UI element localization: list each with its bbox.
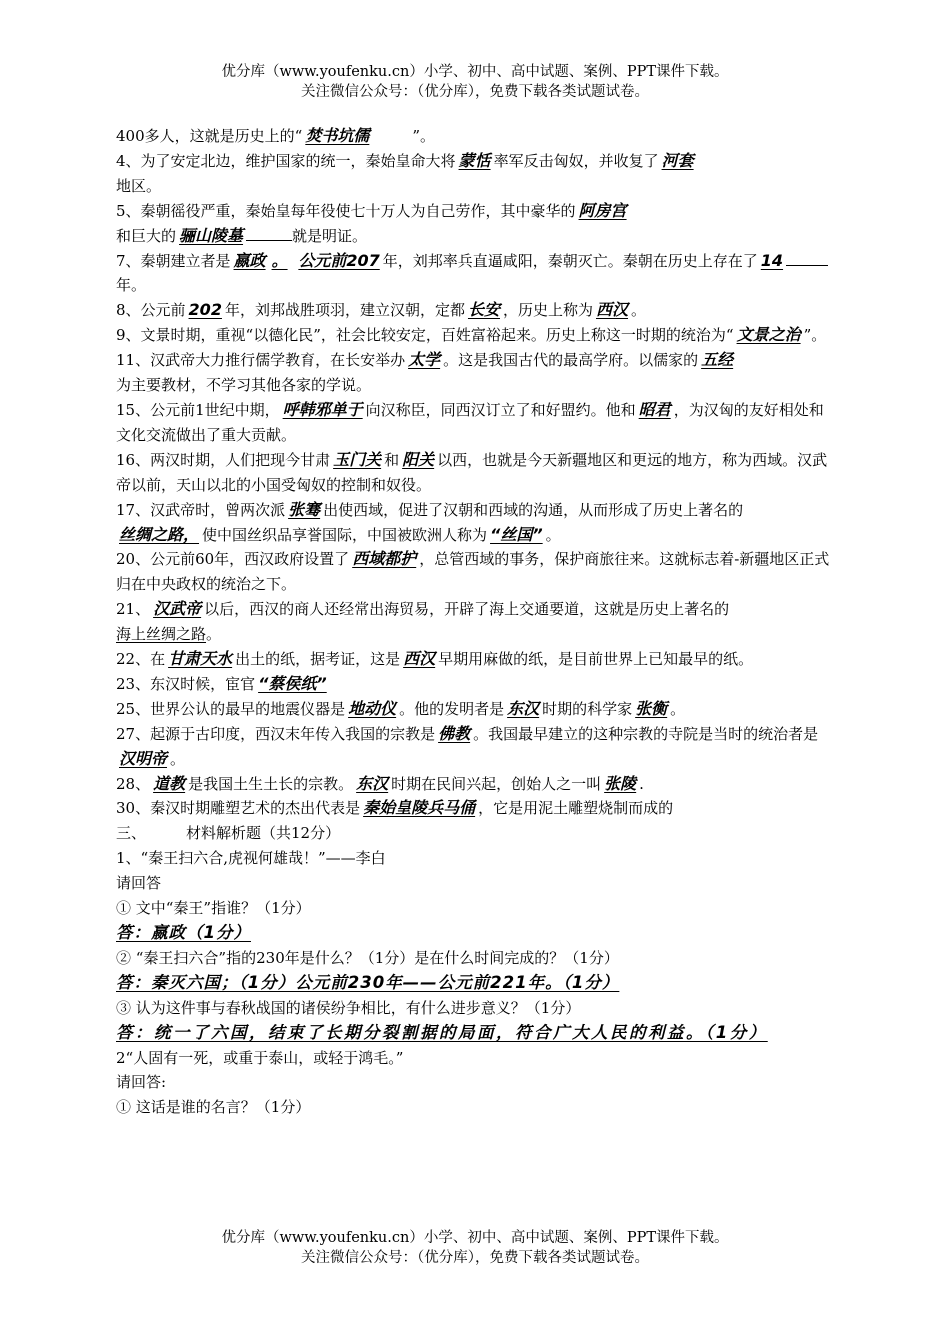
question-burn-books: 400多人，这就是历史上的“ 焚书坑儒 ”。	[116, 126, 435, 145]
answer: 阳关	[402, 449, 435, 469]
answer: 太学	[408, 350, 441, 370]
answer: 张衡	[635, 698, 668, 718]
header-line-2: 关注微信公众号：（优分库），免费下载各类试题试卷。	[301, 84, 649, 100]
answer: 西汉	[403, 649, 436, 669]
footer-line-1: 优分库（www.youfenku.cn）小学、初中、高中试题、案例、PPT课件下载。	[221, 1230, 729, 1246]
exam-content	[116, 124, 832, 1120]
page-footer	[0, 1228, 950, 1268]
answer: 西汉	[596, 300, 629, 320]
material-1-prompt: 请回答	[116, 874, 162, 893]
question-22: 22、在 甘肃天水 出土的纸，据考证，这是 西汉 早期用麻做的纸，是目前世界上已知最早的纸。	[116, 649, 754, 669]
question-30: 30、秦汉时期雕塑艺术的杰出代表是 秦始皇陵兵马俑 ，它是用泥土雕塑烧制而成的	[116, 798, 674, 818]
material-2-prompt: 请回答:	[116, 1073, 167, 1092]
question-7: 7、秦朝建立者是 嬴政 。 公元前207 年，刘邦率兵直逼咸阳，秦朝灭亡。秦朝在历史上存在了 14年。	[116, 249, 832, 299]
material-1-quote: 1、“秦王扫六合,虎视何雄哉！”——李白	[116, 849, 386, 868]
question-23: 23、东汉时候，宦官 “蔡侯纸”	[116, 672, 832, 697]
answer: 14	[760, 250, 784, 270]
material-2-quote: 2“人固有一死，或重于泰山，或轻于鸿毛。”	[116, 1048, 404, 1067]
answer: 汉明帝	[119, 748, 168, 768]
question-16: 16、两汉时期，人们把现今甘肃 玉门关 和 阳关 以西，也就是今天新疆地区和更远的地方，称为西域。汉武帝以前，天山以北的小国受匈奴的控制和奴役。	[116, 449, 828, 494]
answer: 长安	[467, 300, 500, 320]
answer: “蔡侯纸”	[258, 673, 327, 693]
answer: 蒙恬	[458, 150, 491, 170]
answer: 道教	[153, 773, 186, 793]
header-line-1: 优分库（www.youfenku.cn）小学、初中、高中试题、案例、PPT课件下载。	[221, 64, 729, 80]
question-27: 27、起源于古印度，西汉末年传入我国的宗教是 佛教 。我国最早建立的这种宗教的寺院是当时的统治者是汉明帝 。	[116, 723, 819, 768]
material-1-question-1: ① 文中“秦王”指谁？（1分）	[116, 899, 311, 918]
material-1-question-2: ② “秦王扫六合”指的230年是什么？（1分）是在什么时间完成的？（1分）	[116, 948, 619, 967]
material-1-answer-2: 答：秦灭六国；（1分）公元前230年——公元前221年。（1分）	[116, 972, 620, 992]
answer: 汉武帝	[153, 599, 202, 619]
question-17: 17、汉武帝时，曾两次派 张骞 出使西域，促进了汉朝和西域的沟通，从而形成了历史上著名的 丝绸之路， 使中国丝织品享誉国际，中国被欧洲人称为 “丝国” 。	[116, 499, 744, 544]
answer: “丝国”	[490, 524, 543, 544]
answer: 文景之治	[736, 325, 801, 345]
answer: 昭君	[638, 399, 671, 419]
answer: 东汉	[356, 773, 389, 793]
question-20: 20、公元前60年，西汉政府设置了 西域都护 ，总管西域的事务，保护商旅往来。这就标志着-新疆地区正式归在中央政权的统治之下。	[116, 549, 830, 594]
footer-line-2: 关注微信公众号：（优分库），免费下载各类试题试卷。	[301, 1250, 649, 1266]
material-2-question-1: ① 这话是谁的名言？（1分）	[116, 1098, 311, 1117]
question-28: 28、 道教 是我国土生土长的宗教。 东汉 时期在民间兴起，创始人之一叫 张陵 .	[116, 773, 644, 793]
answer: 河套	[661, 150, 694, 170]
page-header	[0, 62, 950, 102]
question-5: 5、秦朝徭役严重，秦始皇每年役使七十万人为自己劳作，其中豪华的 阿房宫 和巨大的 骊山陵墓 就是明证。	[116, 199, 832, 249]
answer: 甘肃天水	[168, 649, 233, 669]
question-8: 8、公元前 202 年，刘邦战胜项羽，建立汉朝，定都 长安 ，历史上称为 西汉 。	[116, 300, 647, 320]
question-21: 21、 汉武帝 以后，西汉的商人还经常出海贸易，开辟了海上交通要道，这就是历史上著名的 海上丝绸之路。	[116, 599, 730, 644]
section-3-heading: 三、 材料解析题（共12分）	[116, 824, 341, 843]
question-11: 11、汉武帝大力推行儒学教育，在长安举办 太学 。这是我国古代的最高学府。以儒家的 五经 为主要教材，不学习其他各家的学说。	[116, 348, 832, 398]
answer: 西域都护	[352, 549, 417, 569]
answer: 骊山陵墓	[179, 225, 244, 245]
answer: 地动仪	[348, 698, 397, 718]
material-1-question-3: ③ 认为这件事与春秋战国的诸侯纷争相比，有什么进步意义？（1分）	[116, 998, 581, 1017]
answer: 秦始皇陵兵马俑	[363, 798, 476, 818]
answer: 焚书坑儒	[305, 126, 370, 145]
answer: 玉门关	[333, 449, 382, 469]
answer: 佛教	[438, 723, 471, 743]
answer: 五经	[701, 350, 734, 370]
question-25: 25、世界公认的最早的地震仪器是 地动仪 。他的发明者是 东汉 时期的科学家 张衡 。	[116, 698, 686, 718]
question-9: 9、文景时期，重视“以德化民”，社会比较安定，百姓富裕起来。历史上称这一时期的统治为“ 文景之治 ”。	[116, 325, 827, 345]
question-15: 15、公元前1世纪中期， 呼韩邪单于 向汉称臣，同西汉订立了和好盟约。他和 昭君 ，为汉匈的友好相处和文化交流做出了重大贡献。	[116, 399, 824, 444]
material-1-answer-3: 答：统一了六国，结束了长期分裂割据的局面，符合广大人民的利益。（1分）	[116, 1022, 768, 1042]
answer: 东汉	[507, 698, 540, 718]
answer: 202	[188, 300, 222, 320]
answer: 张陵	[604, 773, 637, 793]
question-4: 4、为了安定北边，维护国家的统一，秦始皇命大将 蒙恬 率军反击匈奴，并收复了 河套 地区。	[116, 149, 832, 199]
answer: 丝绸之路，	[119, 524, 200, 544]
answer: 公元前207	[298, 250, 380, 270]
answer: 张骞	[288, 499, 321, 519]
answer: 嬴政	[233, 250, 266, 270]
answer: 呼韩邪单于	[282, 399, 363, 419]
material-1-answer-1: 答：嬴政（1分）	[116, 923, 251, 942]
answer: 阿房宫	[578, 200, 627, 220]
